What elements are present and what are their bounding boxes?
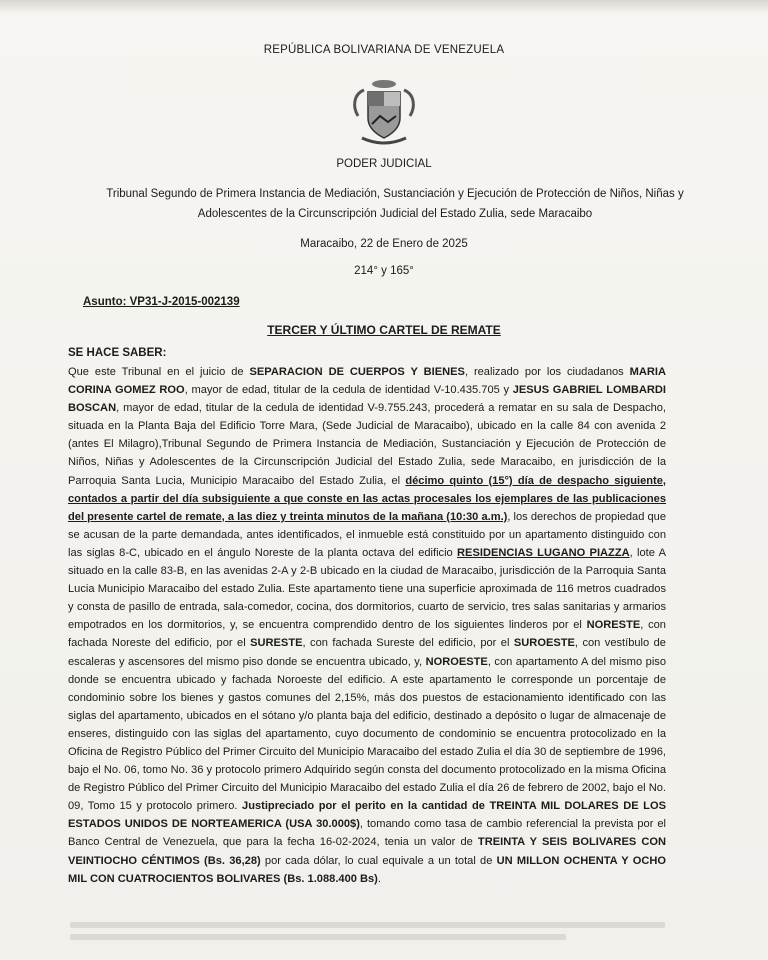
body-text: , mayor de edad, titular de la cedula de identidad V-9.755.243, procederá a rematar en su sala de Despacho, situada en la Planta Baja del Edificio Torre Mara, (Sede Judicial de Maracaibo), ubicado en la calle 84 con avenida 2 (antes El Milagro),Tribunal Segundo de Primera Instancia de Mediación, Sustanciación y Ejecución de Protección de Niños, Niñas y Adolescentes de la Circunscripción Judicial del Estado Zulia, sede Maracaibo, en jurisdicción de la Parroquia Santa Lucia, Municipio Maracaibo del Estado Zulia, el [68, 402, 666, 487]
notice-intro: SE HACE SABER: [68, 347, 167, 359]
coat-of-arms-seal [344, 76, 424, 150]
auction-date-clause: décimo quinto (15°) día de despacho siguiente, contados a partir del día subsiguiente a que conste en las actas procesales los ejemplares de las publicaciones del presente cartel de remate, a las diez y treinta minutos de la mañana (10:30 a.m.) [68, 474, 666, 523]
body-text: por cada dólar, lo cual equivale a un total de [260, 854, 497, 867]
tribunal-name: Tribunal Segundo de Primera Instancia de Mediación, Sustanciación y Ejecución de Protección de Niños, Niñas y Adolescentes de la Circunscripción Judicial del Estado Zulia, sede Maracaibo [106, 188, 684, 220]
body-text: , lote A situado en la calle 83-B, en las avenidas 2-A y 2-B ubicado en la ciudad de Maracaibo, jurisdicción de la Parroquia Santa Lucia Municipio Maracaibo del estado Zulia. Este apartamento tiene una superficie aproximada de 116 metros cuadrados y consta de pasillo de entrada, sala-comedor, cocina, dos dormitorios, cuarto de servicio, tres salas sanitarias y armarios empotrados en los dormitorios, y, se encuentra comprendido dentro de los siguientes linderos por el [68, 546, 666, 632]
case-number: Asunto: VP31-J-2015-002139 [83, 296, 240, 308]
boundary-northwest: NOROESTE [425, 655, 488, 668]
boundary-southwest: SUROESTE [513, 637, 575, 650]
notice-body [68, 363, 666, 888]
republic-header: REPÚBLICA BOLIVARIANA DE VENEZUELA [263, 44, 505, 56]
case-type: SEPARACION DE CUERPOS Y BIENES [249, 366, 465, 378]
body-text: , realizado por los ciudadanos [464, 366, 630, 378]
body-text: , con vestíbulo de escaleras y ascensores del mismo piso donde se encuentra ubicado, y, [68, 637, 666, 668]
document-date: Maracaibo, 22 de Enero de 2025 [300, 238, 468, 250]
body-text: . [377, 872, 381, 885]
boundary-northeast: NORESTE [586, 619, 641, 632]
notice-title: TERCER Y ÚLTIMO CARTEL DE REMATE [267, 323, 501, 337]
body-text: , los derechos de propiedad que se acusan de la parte demandada, antes identificados, el inmueble está constituido por un apartamento distinguido con las siglas 8-C, ubicado en el ángulo Noreste de la planta octava del edificio [68, 510, 666, 559]
total-bolivares: UN MILLON OCHENTA Y OCHO MIL CON CUATROCIENTOS BOLIVARES (Bs. 1.088.400 Bs) [68, 854, 667, 885]
exchange-rate: TREINTA Y SEIS BOLIVARES CON VEINTIOCHO CÉNTIMOS (Bs. 36,28) [68, 836, 667, 867]
body-text: , con fachada Sureste del edificio, por el [302, 637, 514, 650]
body-text: , mayor de edad, titular de la cedula de identidad V-10.435.705 y [184, 384, 513, 397]
body-text: , con fachada Noreste del edificio, por el [68, 619, 666, 650]
body-text: Que este Tribunal en el juicio de [68, 366, 250, 378]
body-text: , tomando como tasa de cambio referencial la prevista por el Banco Central de Venezuela, que para la fecha 16-02-2024, tenia un valor de [68, 818, 666, 849]
boundary-southeast: SURESTE [250, 637, 303, 650]
historical-years: 214° y 165° [354, 265, 414, 277]
party-name-2: JESUS GABRIEL LOMBARDI BOSCAN [68, 384, 666, 415]
scan-edge-shadow [0, 0, 768, 14]
appraisal-value: Justipreciado por el perito en la cantidad de TREINTA MIL DOLARES DE LOS ESTADOS UNIDOS DE NORTEAMERICA (USA 30.000$) [68, 800, 666, 831]
body-text: , con apartamento A del mismo piso donde se encuentra ubicado y fachada Noroeste del edificio. A este apartamento le corresponde un porcentaje de condominio sobre los bienes y gastos comunes del 2,15%, más dos puestos de estacionamiento identificado con las siglas del apartamento, ubicados en el sótano y/o planta baja del edificio, destinado a depósito o lugar de almacenaje de enseres, distinguido con las siglas del apartamento, cuyo documento de condominio se encuentra protocolizado en la Oficina de Registro Público del Primer Circuito del Municipio Maracaibo del estado Zulia el día 30 de septiembre de 1996, bajo el No. 06, tomo No. 36 y protocolo primero Adquirido según consta del documento protocolizado en la misma Oficina de Registro Público del Primer Circuito del Municipio Maracaibo del estado Zulia el día 26 de febrero de 2002, bajo el No. 09, Tomo 15 y protocolo primero. [68, 655, 667, 813]
judicial-power-title: PODER JUDICIAL [336, 158, 432, 170]
bleed-through-text [70, 916, 690, 946]
party-name-1: MARIA CORINA GOMEZ ROO [68, 366, 666, 397]
building-name: RESIDENCIAS LUGANO PIAZZA [457, 546, 630, 559]
